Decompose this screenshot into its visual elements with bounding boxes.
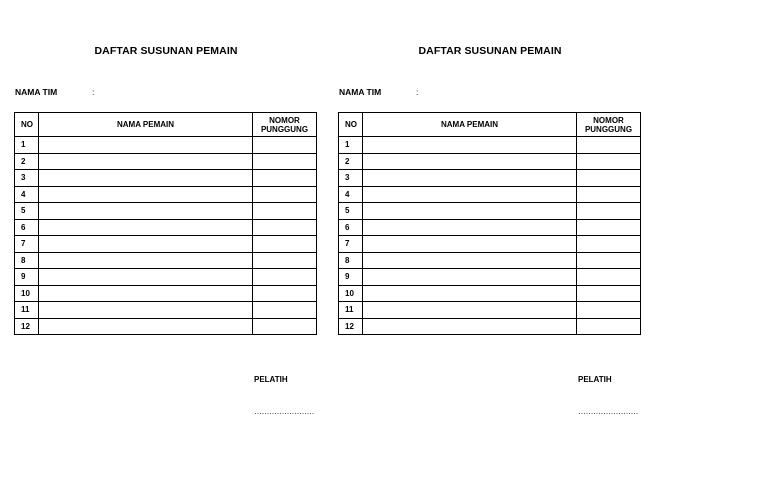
row-number-cell: 11 [339, 302, 363, 319]
player-name-cell[interactable] [39, 269, 253, 286]
team-name-label: NAMA TIM [15, 87, 58, 97]
jersey-number-cell[interactable] [577, 285, 641, 302]
row-number-cell: 9 [15, 269, 39, 286]
jersey-number-cell[interactable] [253, 252, 317, 269]
table-row [15, 186, 317, 203]
row-number-cell: 10 [15, 285, 39, 302]
player-name-cell[interactable] [363, 186, 577, 203]
jersey-number-cell[interactable] [253, 219, 317, 236]
row-number-cell: 10 [339, 285, 363, 302]
player-name-cell[interactable] [363, 236, 577, 253]
player-name-cell[interactable] [363, 285, 577, 302]
table-row [15, 252, 317, 269]
team-name-label: NAMA TIM [339, 87, 382, 97]
roster-body [15, 137, 317, 335]
jersey-number-cell[interactable] [253, 236, 317, 253]
row-number-cell: 12 [15, 318, 39, 335]
jersey-number-cell[interactable] [253, 186, 317, 203]
coach-signature-line: …………………… [254, 407, 314, 416]
table-row [15, 219, 317, 236]
row-number-cell: 7 [15, 236, 39, 253]
player-name-cell[interactable] [363, 203, 577, 220]
player-name-cell[interactable] [39, 137, 253, 154]
row-number-cell: 11 [15, 302, 39, 319]
table-row [15, 236, 317, 253]
table-row [15, 153, 317, 170]
row-number-cell: 8 [339, 252, 363, 269]
roster-form-right [338, 0, 648, 503]
table-row [15, 137, 317, 154]
player-name-cell[interactable] [363, 219, 577, 236]
player-name-cell[interactable] [39, 219, 253, 236]
row-number-cell: 2 [339, 153, 363, 170]
player-name-cell[interactable] [39, 153, 253, 170]
player-name-cell[interactable] [363, 318, 577, 335]
table-row [339, 252, 641, 269]
header-no: NO [15, 113, 39, 137]
table-row [339, 186, 641, 203]
row-number-cell: 2 [15, 153, 39, 170]
table-row [339, 203, 641, 220]
team-name-colon: : [92, 87, 95, 97]
row-number-cell: 5 [339, 203, 363, 220]
jersey-number-cell[interactable] [253, 302, 317, 319]
table-row [15, 318, 317, 335]
row-number-cell: 4 [15, 186, 39, 203]
coach-label: PELATIH [254, 375, 288, 384]
table-row [339, 302, 641, 319]
row-number-cell: 4 [339, 186, 363, 203]
jersey-number-cell[interactable] [577, 219, 641, 236]
row-number-cell: 3 [339, 170, 363, 187]
player-name-cell[interactable] [39, 236, 253, 253]
jersey-number-cell[interactable] [253, 285, 317, 302]
table-row [339, 219, 641, 236]
player-name-cell[interactable] [39, 170, 253, 187]
player-name-cell[interactable] [363, 252, 577, 269]
jersey-number-cell[interactable] [577, 252, 641, 269]
row-number-cell: 7 [339, 236, 363, 253]
row-number-cell: 8 [15, 252, 39, 269]
player-name-cell[interactable] [39, 252, 253, 269]
header-jersey-number: NOMOR PUNGGUNG [253, 113, 317, 137]
roster-form-left [14, 0, 324, 503]
row-number-cell: 3 [15, 170, 39, 187]
row-number-cell: 9 [339, 269, 363, 286]
table-row [339, 170, 641, 187]
team-name-colon: : [416, 87, 419, 97]
table-header-row [15, 113, 317, 137]
header-player-name: NAMA PEMAIN [363, 113, 577, 137]
player-name-cell[interactable] [363, 170, 577, 187]
table-row [339, 153, 641, 170]
player-name-cell[interactable] [363, 302, 577, 319]
jersey-number-cell[interactable] [253, 153, 317, 170]
row-number-cell: 5 [15, 203, 39, 220]
jersey-number-cell[interactable] [577, 137, 641, 154]
row-number-cell: 6 [15, 219, 39, 236]
table-row [15, 203, 317, 220]
form-title: DAFTAR SUSUNAN PEMAIN [418, 45, 562, 57]
jersey-number-cell[interactable] [577, 203, 641, 220]
table-row [15, 269, 317, 286]
player-name-cell[interactable] [363, 137, 577, 154]
table-row [15, 170, 317, 187]
row-number-cell: 12 [339, 318, 363, 335]
roster-table [14, 112, 317, 335]
player-name-cell[interactable] [39, 285, 253, 302]
row-number-cell: 1 [339, 137, 363, 154]
coach-label: PELATIH [578, 375, 612, 384]
table-header-row [339, 113, 641, 137]
player-name-cell[interactable] [39, 318, 253, 335]
form-title: DAFTAR SUSUNAN PEMAIN [94, 45, 238, 57]
table-row [339, 137, 641, 154]
roster-table [338, 112, 641, 335]
row-number-cell: 6 [339, 219, 363, 236]
jersey-number-cell[interactable] [577, 236, 641, 253]
team-name-row [339, 87, 418, 97]
jersey-number-cell[interactable] [253, 318, 317, 335]
jersey-number-cell[interactable] [253, 170, 317, 187]
jersey-number-cell[interactable] [253, 137, 317, 154]
jersey-number-cell[interactable] [577, 318, 641, 335]
roster-body [339, 137, 641, 335]
jersey-number-cell[interactable] [577, 153, 641, 170]
player-name-cell[interactable] [39, 203, 253, 220]
table-row [339, 236, 641, 253]
player-name-cell[interactable] [363, 153, 577, 170]
row-number-cell: 1 [15, 137, 39, 154]
player-name-cell[interactable] [39, 186, 253, 203]
jersey-number-cell[interactable] [577, 269, 641, 286]
table-row [339, 269, 641, 286]
player-name-cell[interactable] [39, 302, 253, 319]
header-jersey-number: NOMOR PUNGGUNG [577, 113, 641, 137]
jersey-number-cell[interactable] [253, 269, 317, 286]
jersey-number-cell[interactable] [253, 203, 317, 220]
table-row [339, 285, 641, 302]
header-no: NO [339, 113, 363, 137]
header-player-name: NAMA PEMAIN [39, 113, 253, 137]
jersey-number-cell[interactable] [577, 302, 641, 319]
table-row [15, 285, 317, 302]
coach-signature-line: …………………… [578, 407, 638, 416]
table-row [15, 302, 317, 319]
jersey-number-cell[interactable] [577, 170, 641, 187]
jersey-number-cell[interactable] [577, 186, 641, 203]
player-name-cell[interactable] [363, 269, 577, 286]
team-name-row [15, 87, 94, 97]
table-row [339, 318, 641, 335]
